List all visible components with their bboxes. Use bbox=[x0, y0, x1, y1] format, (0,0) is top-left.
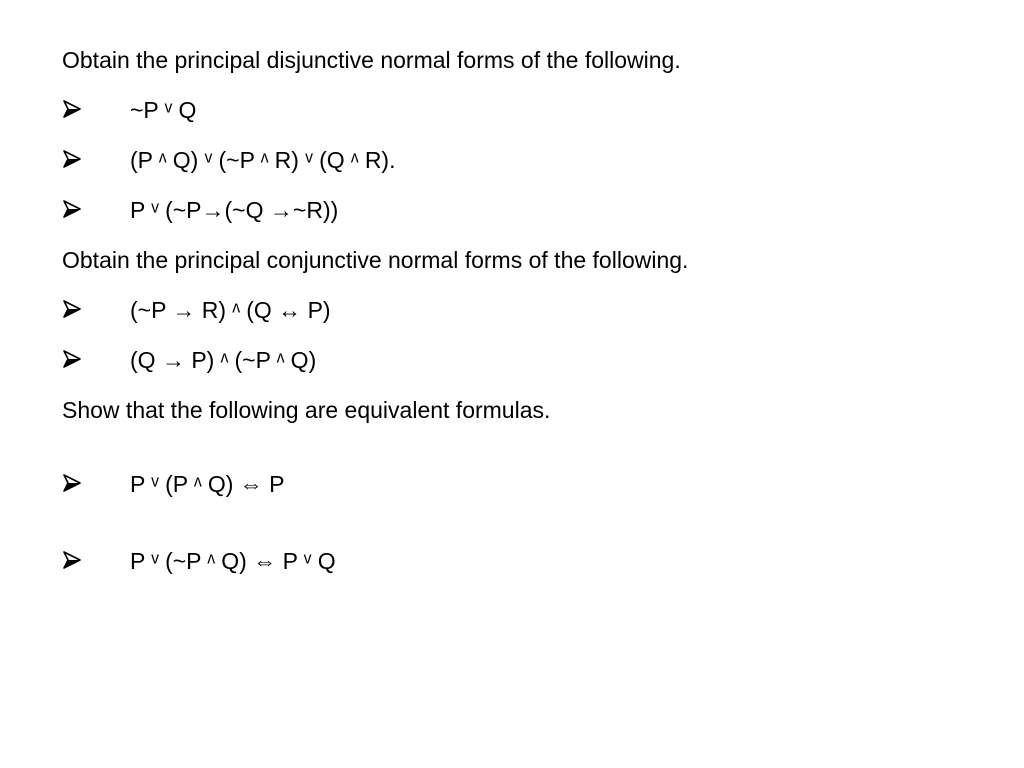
heading-disjunctive: Obtain the principal disjunctive normal forms of the following. bbox=[62, 47, 681, 73]
arrowhead-bullet-icon bbox=[62, 350, 82, 368]
arrowhead-bullet-icon bbox=[62, 300, 82, 318]
arrowhead-bullet-icon bbox=[62, 200, 82, 218]
formula-text: (P ᶺ Q) ᵛ (~P ᶺ R) ᵛ (Q ᶺ R). bbox=[130, 147, 396, 173]
formula-text: P ᵛ (P ᶺ Q) ⇔ P bbox=[130, 471, 285, 497]
formula-text: (~P → R) ᶺ (Q ↔ P) bbox=[130, 297, 331, 323]
arrowhead-bullet-icon bbox=[62, 551, 82, 569]
heading-equivalent: Show that the following are equivalent formulas. bbox=[62, 397, 551, 423]
arrowhead-bullet-icon bbox=[62, 150, 82, 168]
formula-text: ~P ᵛ Q bbox=[130, 97, 197, 123]
arrowhead-bullet-icon bbox=[62, 100, 82, 118]
formula-text: P ᵛ (~P ᶺ Q) ⇔ P ᵛ Q bbox=[130, 548, 336, 574]
formula-text: (Q → P) ᶺ (~P ᶺ Q) bbox=[130, 347, 317, 373]
heading-conjunctive: Obtain the principal conjunctive normal forms of the following. bbox=[62, 247, 689, 273]
arrowhead-bullet-icon bbox=[62, 474, 82, 492]
formula-text: P ᵛ (~P→(~Q →~R)) bbox=[130, 197, 339, 223]
